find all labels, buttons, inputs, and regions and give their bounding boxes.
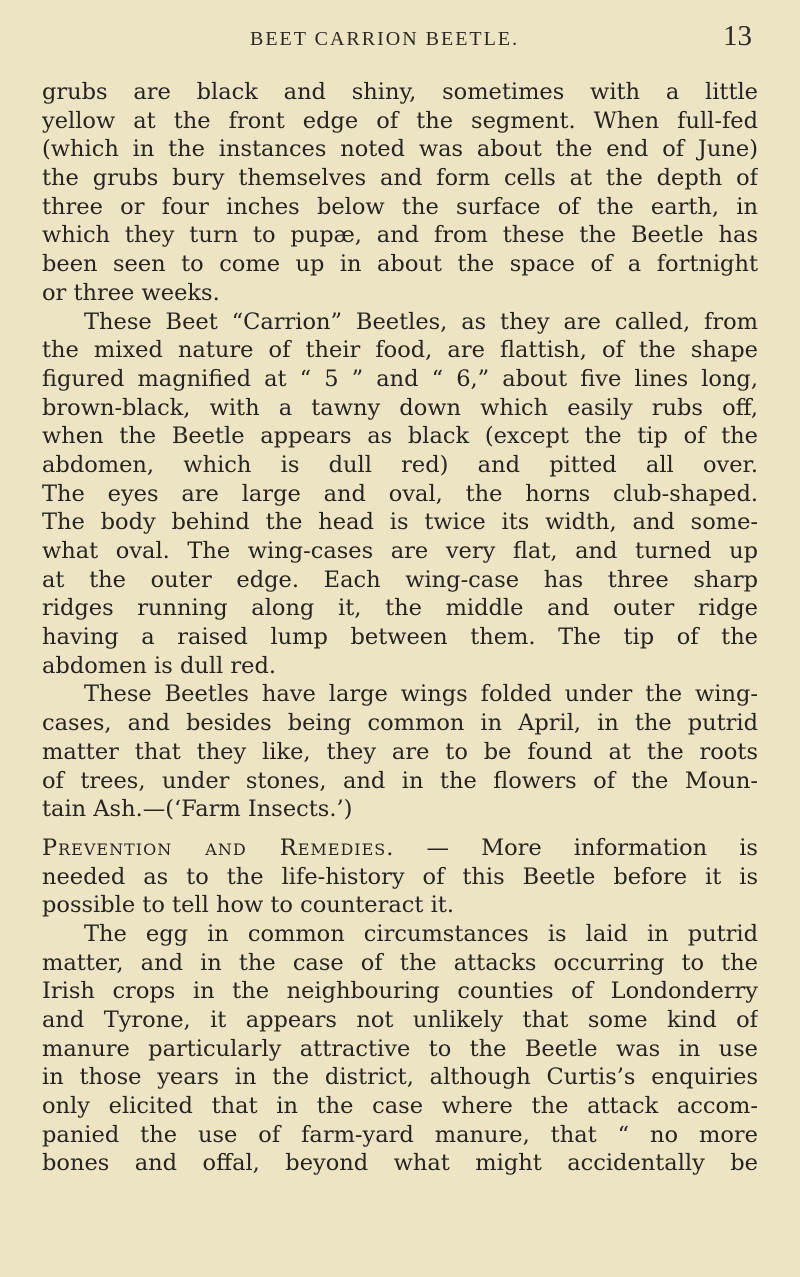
text-line: matter, and in the case of the attacks occurring to the (42, 949, 758, 976)
text-line: and Tyrone, it appears not unlikely that some kind of (42, 1007, 758, 1033)
text-line: which they turn to pupæ, and from these the Beetle has (42, 222, 758, 249)
text-line: abdomen is dull red. (42, 652, 277, 679)
text-line: These Beetles have large wings folded under the wing- (84, 681, 758, 708)
text-line: ridges running along it, the middle and outer ridge (42, 595, 758, 622)
text-line: having a raised lump between them. The tip of the (42, 624, 758, 651)
running-head (250, 20, 752, 60)
text-line: been seen to come up in about the space of a fortnight (42, 251, 758, 278)
text-line: the grubs bury themselves and form cells at the depth of (42, 165, 758, 192)
text-line: figured magnified at “ 5 ” and “ 6,” about five lines long, (42, 365, 758, 392)
section-heading: Prevention and Remedies. (42, 834, 395, 861)
text-line: possible to tell how to counteract it. (42, 892, 454, 919)
text-line: three or four inches below the surface of the earth, in (42, 193, 758, 220)
body-text (42, 78, 758, 1178)
text-line: Irish crops in the neighbouring counties of Londonderry (42, 978, 758, 1005)
page-number: 13 (723, 20, 752, 52)
paragraph-gap (42, 824, 758, 834)
text-line: The eyes are large and oval, the horns club-shaped. (42, 480, 758, 507)
text-line: the mixed nature of their food, are flattish, of the shape (42, 337, 758, 364)
running-title: BEET CARRION BEETLE. (250, 28, 520, 50)
text-line: yellow at the front edge of the segment. When full-fed (42, 107, 758, 134)
text-line: when the Beetle appears as black (except the tip of the (42, 423, 758, 450)
text-line: tain Ash.—(‘Farm Insects.’) (42, 796, 353, 823)
text-line: in those years in the district, although Curtis’s enquiries (42, 1064, 758, 1091)
text-line: The egg in common circumstances is laid in putrid (84, 920, 758, 947)
text-line: cases, and besides being common in April, in the putrid (42, 710, 758, 737)
text-line: bones and offal, beyond what might accidentally be (42, 1150, 758, 1177)
text-line: grubs are black and shiny, sometimes with a little (42, 79, 758, 105)
text-line: (which in the instances noted was about the end of June) (42, 136, 758, 163)
text-run: — More information is (394, 834, 758, 861)
text-line: These Beet “Carrion” Beetles, as they are called, from (84, 308, 758, 335)
text-line: needed as to the life-history of this Beetle before it is (42, 863, 758, 890)
section-heading-line (42, 834, 758, 863)
text-line: only elicited that in the case where the attack accom- (42, 1093, 758, 1120)
text-line: at the outer edge. Each wing-case has three sharp (42, 566, 758, 593)
text-line: brown-black, with a tawny down which easily rubs off, (42, 394, 758, 421)
text-line: manure particularly attractive to the Beetle was in use (42, 1035, 758, 1062)
text-line: what oval. The wing-cases are very flat, and turned up (42, 538, 758, 564)
text-line: matter that they like, they are to be found at the roots (42, 738, 758, 765)
text-line: panied the use of farm-yard manure, that “ no more (42, 1121, 758, 1148)
text-line: of trees, under stones, and in the flowers of the Moun- (42, 767, 758, 794)
text-line: The body behind the head is twice its width, and some- (42, 509, 758, 536)
text-line: or three weeks. (42, 279, 220, 306)
text-line: abdomen, which is dull red) and pitted all over. (42, 451, 758, 478)
